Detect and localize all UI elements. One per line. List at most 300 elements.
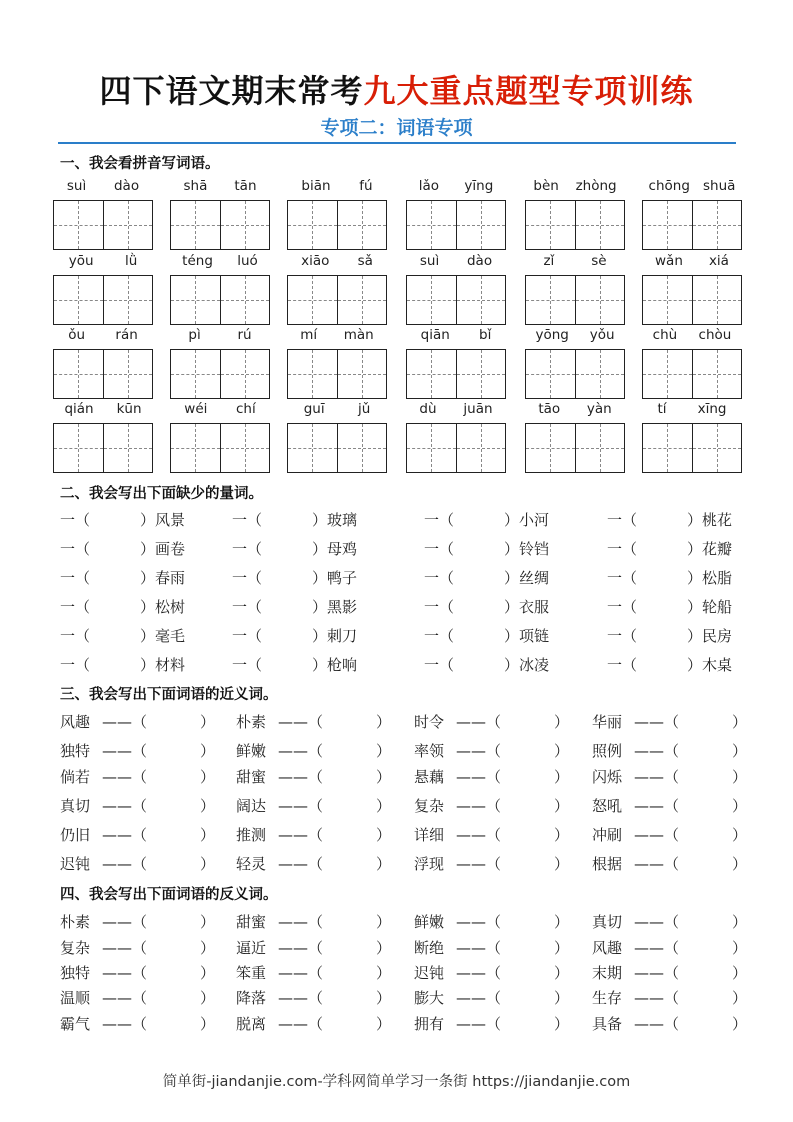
answer-blank[interactable]	[152, 1013, 198, 1031]
answer-blank[interactable]	[262, 509, 310, 527]
tianzige-square[interactable]	[220, 424, 270, 472]
tianzige-square[interactable]	[103, 276, 153, 324]
tianzige-square[interactable]	[575, 350, 625, 398]
tianzige-square[interactable]	[288, 276, 337, 324]
answer-blank[interactable]	[454, 654, 502, 672]
close-paren: ）	[732, 797, 748, 815]
antonym-item	[236, 987, 411, 1007]
measure-noun: ）轮船	[687, 598, 733, 616]
pinyin-label	[406, 178, 506, 196]
close-paren: ）	[554, 826, 570, 844]
pinyin-syllable: shuā	[703, 178, 736, 194]
pinyin-syllable: tāo	[538, 401, 561, 417]
answer-blank[interactable]	[90, 567, 138, 585]
pinyin-label	[170, 253, 270, 271]
answer-blank[interactable]	[262, 538, 310, 556]
tianzige-writing-box[interactable]	[525, 200, 625, 250]
answer-blank[interactable]	[506, 962, 552, 980]
tianzige-square[interactable]	[692, 350, 742, 398]
tianzige-square[interactable]	[54, 424, 103, 472]
synonym-item	[592, 766, 767, 786]
close-paren: ）	[200, 713, 216, 731]
pinyin-syllable: chù	[652, 327, 678, 343]
answer-blank[interactable]	[637, 509, 685, 527]
measure-noun: ）冰凌	[504, 656, 550, 674]
dash-open-paren: ——（	[278, 713, 324, 731]
tianzige-square[interactable]	[575, 424, 625, 472]
tianzige-square[interactable]	[407, 350, 456, 398]
dash-open-paren: ——（	[102, 713, 148, 731]
answer-blank[interactable]	[328, 962, 374, 980]
prompt-word: 轻灵	[236, 855, 267, 873]
pinyin-label	[287, 327, 387, 345]
tianzige-square[interactable]	[288, 424, 337, 472]
answer-blank[interactable]	[262, 567, 310, 585]
antonym-item	[592, 962, 767, 982]
dash-open-paren: ——（	[456, 713, 502, 731]
tianzige-square[interactable]	[103, 424, 153, 472]
antonym-item	[592, 1013, 767, 1033]
measure-prefix: 一（	[424, 511, 455, 529]
prompt-word: 迟钝	[414, 964, 445, 982]
tianzige-square[interactable]	[337, 276, 387, 324]
answer-blank[interactable]	[152, 766, 198, 784]
tianzige-writing-box[interactable]	[642, 349, 742, 399]
answer-blank[interactable]	[684, 937, 730, 955]
tianzige-square[interactable]	[220, 350, 270, 398]
pinyin-label	[170, 178, 270, 196]
answer-blank[interactable]	[328, 853, 374, 871]
pinyin-label	[287, 401, 387, 419]
dash-open-paren: ——（	[456, 768, 502, 786]
pinyin-syllable: dù	[419, 401, 437, 417]
tianzige-writing-box[interactable]	[287, 200, 387, 250]
close-paren: ）	[376, 913, 392, 931]
tianzige-writing-box[interactable]	[170, 275, 270, 325]
measure-noun: ）枪响	[312, 656, 358, 674]
answer-blank[interactable]	[152, 987, 198, 1005]
pinyin-label	[642, 253, 742, 271]
tianzige-square[interactable]	[171, 350, 220, 398]
tianzige-square[interactable]	[288, 350, 337, 398]
tianzige-writing-box[interactable]	[642, 200, 742, 250]
tianzige-writing-box[interactable]	[406, 423, 506, 473]
answer-blank[interactable]	[506, 987, 552, 1005]
pinyin-label	[287, 178, 387, 196]
answer-blank[interactable]	[506, 766, 552, 784]
prompt-word: 迟钝	[60, 855, 91, 873]
tianzige-square[interactable]	[171, 201, 220, 249]
prompt-word: 逼近	[236, 939, 267, 957]
synonym-item	[592, 711, 767, 731]
pinyin-syllable: dào	[466, 253, 493, 269]
close-paren: ）	[554, 768, 570, 786]
tianzige-square[interactable]	[643, 424, 692, 472]
pinyin-label	[53, 401, 153, 419]
tianzige-square[interactable]	[337, 201, 387, 249]
prompt-word: 照例	[592, 742, 623, 760]
answer-blank[interactable]	[506, 911, 552, 929]
antonym-item	[414, 1013, 589, 1033]
measure-prefix: 一（	[232, 656, 263, 674]
tianzige-square[interactable]	[407, 424, 456, 472]
answer-blank[interactable]	[152, 853, 198, 871]
tianzige-square[interactable]	[103, 201, 153, 249]
tianzige-writing-box[interactable]	[525, 275, 625, 325]
antonym-item	[60, 937, 235, 957]
synonym-item	[60, 711, 235, 731]
prompt-word: 膨大	[414, 989, 445, 1007]
antonym-item	[414, 937, 589, 957]
pinyin-syllable: zhòng	[575, 178, 617, 194]
answer-blank[interactable]	[90, 509, 138, 527]
prompt-word: 率领	[414, 742, 445, 760]
pinyin-label	[53, 327, 153, 345]
pinyin-syllable: yīng	[464, 178, 494, 194]
prompt-word: 风趣	[592, 939, 623, 957]
dash-open-paren: ——（	[102, 989, 148, 1007]
answer-blank[interactable]	[684, 987, 730, 1005]
dash-open-paren: ——（	[634, 939, 680, 957]
tianzige-square[interactable]	[288, 201, 337, 249]
tianzige-square[interactable]	[575, 276, 625, 324]
answer-blank[interactable]	[637, 596, 685, 614]
dash-open-paren: ——（	[102, 964, 148, 982]
answer-blank[interactable]	[328, 795, 374, 813]
pinyin-syllable: rán	[115, 327, 138, 343]
measure-prefix: 一（	[424, 656, 455, 674]
answer-blank[interactable]	[454, 625, 502, 643]
answer-blank[interactable]	[328, 1013, 374, 1031]
close-paren: ）	[200, 797, 216, 815]
tianzige-writing-box[interactable]	[287, 349, 387, 399]
pinyin-label	[525, 327, 625, 345]
tianzige-square[interactable]	[526, 276, 575, 324]
dash-open-paren: ——（	[102, 939, 148, 957]
prompt-word: 末期	[592, 964, 623, 982]
tianzige-writing-box[interactable]	[53, 275, 153, 325]
prompt-word: 断绝	[414, 939, 445, 957]
tianzige-square[interactable]	[54, 201, 103, 249]
answer-blank[interactable]	[684, 853, 730, 871]
section-heading-synonyms: 三、我会写出下面词语的近义词。	[60, 687, 278, 703]
measure-noun: ）项链	[504, 627, 550, 645]
prompt-word: 温顺	[60, 989, 91, 1007]
answer-blank[interactable]	[90, 654, 138, 672]
tianzige-square[interactable]	[643, 350, 692, 398]
prompt-word: 复杂	[60, 939, 91, 957]
antonym-item	[236, 962, 411, 982]
pinyin-label	[170, 327, 270, 345]
answer-blank[interactable]	[328, 824, 374, 842]
tianzige-square[interactable]	[407, 201, 456, 249]
measure-noun: ）黑影	[312, 598, 358, 616]
answer-blank[interactable]	[90, 625, 138, 643]
answer-blank[interactable]	[328, 766, 374, 784]
answer-blank[interactable]	[454, 509, 502, 527]
close-paren: ）	[732, 964, 748, 982]
antonym-item	[60, 987, 235, 1007]
close-paren: ）	[200, 1015, 216, 1033]
tianzige-square[interactable]	[54, 350, 103, 398]
measure-prefix: 一（	[60, 598, 91, 616]
prompt-word: 生存	[592, 989, 623, 1007]
measure-prefix: 一（	[607, 540, 638, 558]
answer-blank[interactable]	[506, 711, 552, 729]
antonym-item	[414, 987, 589, 1007]
tianzige-writing-box[interactable]	[170, 200, 270, 250]
answer-blank[interactable]	[262, 654, 310, 672]
synonym-item	[414, 711, 589, 731]
pinyin-syllable: suì	[66, 178, 87, 194]
answer-blank[interactable]	[152, 937, 198, 955]
tianzige-square[interactable]	[337, 424, 387, 472]
tianzige-writing-box[interactable]	[170, 349, 270, 399]
pinyin-label	[53, 253, 153, 271]
close-paren: ）	[376, 768, 392, 786]
tianzige-square[interactable]	[407, 276, 456, 324]
close-paren: ）	[376, 855, 392, 873]
answer-blank[interactable]	[328, 740, 374, 758]
tianzige-writing-box[interactable]	[642, 275, 742, 325]
measure-prefix: 一（	[232, 569, 263, 587]
title-part-red: 九大重点题型专项训练	[363, 72, 694, 110]
dash-open-paren: ——（	[278, 1015, 324, 1033]
close-paren: ）	[554, 797, 570, 815]
tianzige-writing-box[interactable]	[406, 200, 506, 250]
pinyin-syllable: shā	[183, 178, 208, 194]
tianzige-square[interactable]	[692, 424, 742, 472]
answer-blank[interactable]	[637, 654, 685, 672]
tianzige-writing-box[interactable]	[406, 349, 506, 399]
measure-noun: ）小河	[504, 511, 550, 529]
measure-prefix: 一（	[232, 598, 263, 616]
close-paren: ）	[732, 826, 748, 844]
answer-blank[interactable]	[506, 937, 552, 955]
prompt-word: 脱离	[236, 1015, 267, 1033]
antonym-item	[414, 911, 589, 931]
tianzige-writing-box[interactable]	[287, 275, 387, 325]
answer-blank[interactable]	[506, 1013, 552, 1031]
close-paren: ）	[732, 768, 748, 786]
measure-noun: ）丝绸	[504, 569, 550, 587]
answer-blank[interactable]	[506, 795, 552, 813]
tianzige-writing-box[interactable]	[287, 423, 387, 473]
answer-blank[interactable]	[152, 711, 198, 729]
synonym-item	[414, 824, 589, 844]
measure-prefix: 一（	[60, 540, 91, 558]
answer-blank[interactable]	[152, 740, 198, 758]
pinyin-syllable: wǎn	[655, 253, 683, 269]
answer-blank[interactable]	[637, 567, 685, 585]
dash-open-paren: ——（	[634, 768, 680, 786]
tianzige-square[interactable]	[526, 424, 575, 472]
answer-blank[interactable]	[454, 567, 502, 585]
dash-open-paren: ——（	[278, 913, 324, 931]
pinyin-label	[525, 178, 625, 196]
answer-blank[interactable]	[328, 937, 374, 955]
pinyin-syllable: guī	[303, 401, 325, 417]
measure-prefix: 一（	[607, 627, 638, 645]
tianzige-square[interactable]	[692, 276, 742, 324]
close-paren: ）	[200, 964, 216, 982]
pinyin-syllable: xīng	[697, 401, 727, 417]
tianzige-square[interactable]	[456, 276, 506, 324]
answer-blank[interactable]	[684, 766, 730, 784]
answer-blank[interactable]	[684, 795, 730, 813]
dash-open-paren: ——（	[278, 939, 324, 957]
tianzige-square[interactable]	[643, 276, 692, 324]
dash-open-paren: ——（	[634, 989, 680, 1007]
tianzige-square[interactable]	[171, 424, 220, 472]
prompt-word: 鲜嫩	[236, 742, 267, 760]
synonym-item	[236, 795, 411, 815]
answer-blank[interactable]	[90, 596, 138, 614]
tianzige-square[interactable]	[456, 201, 506, 249]
answer-blank[interactable]	[152, 795, 198, 813]
measure-noun: ）毫毛	[140, 627, 186, 645]
answer-blank[interactable]	[506, 824, 552, 842]
answer-blank[interactable]	[454, 538, 502, 556]
dash-open-paren: ——（	[634, 742, 680, 760]
close-paren: ）	[376, 989, 392, 1007]
pinyin-syllable: dào	[113, 178, 140, 194]
pinyin-syllable: chōng	[648, 178, 690, 194]
pinyin-label	[53, 178, 153, 196]
answer-blank[interactable]	[328, 911, 374, 929]
pinyin-syllable: yàn	[586, 401, 612, 417]
measure-prefix: 一（	[607, 569, 638, 587]
title-part-black: 四下语文期末常考	[99, 72, 364, 110]
tianzige-writing-box[interactable]	[406, 275, 506, 325]
section-heading-measure: 二、我会写出下面缺少的量词。	[60, 486, 263, 502]
tianzige-square[interactable]	[575, 201, 625, 249]
dash-open-paren: ——（	[102, 826, 148, 844]
answer-blank[interactable]	[684, 1013, 730, 1031]
pinyin-syllable: ǒu	[68, 327, 86, 343]
measure-prefix: 一（	[60, 511, 91, 529]
answer-blank[interactable]	[262, 625, 310, 643]
tianzige-square[interactable]	[526, 350, 575, 398]
pinyin-syllable: suì	[419, 253, 440, 269]
measure-noun: ）木桌	[687, 656, 733, 674]
answer-blank[interactable]	[637, 625, 685, 643]
dash-open-paren: ——（	[278, 742, 324, 760]
pinyin-syllable: rú	[237, 327, 252, 343]
answer-blank[interactable]	[684, 962, 730, 980]
close-paren: ）	[376, 964, 392, 982]
tianzige-square[interactable]	[526, 201, 575, 249]
close-paren: ）	[376, 713, 392, 731]
dash-open-paren: ——（	[456, 939, 502, 957]
dash-open-paren: ——（	[102, 797, 148, 815]
tianzige-writing-box[interactable]	[525, 349, 625, 399]
answer-blank[interactable]	[684, 711, 730, 729]
synonym-item	[236, 766, 411, 786]
dash-open-paren: ——（	[278, 964, 324, 982]
tianzige-writing-box[interactable]	[525, 423, 625, 473]
pinyin-syllable: yōu	[68, 253, 94, 269]
measure-prefix: 一（	[607, 656, 638, 674]
measure-noun: ）画卷	[140, 540, 186, 558]
close-paren: ）	[554, 742, 570, 760]
answer-blank[interactable]	[152, 911, 198, 929]
answer-blank[interactable]	[506, 740, 552, 758]
pinyin-syllable: luó	[237, 253, 258, 269]
tianzige-writing-box[interactable]	[53, 349, 153, 399]
dash-open-paren: ——（	[456, 913, 502, 931]
dash-open-paren: ——（	[102, 742, 148, 760]
measure-noun: ）风景	[140, 511, 186, 529]
dash-open-paren: ——（	[102, 768, 148, 786]
tianzige-square[interactable]	[220, 201, 270, 249]
tianzige-writing-box[interactable]	[642, 423, 742, 473]
answer-blank[interactable]	[506, 853, 552, 871]
dash-open-paren: ——（	[278, 989, 324, 1007]
answer-blank[interactable]	[684, 911, 730, 929]
tianzige-square[interactable]	[456, 350, 506, 398]
answer-blank[interactable]	[684, 824, 730, 842]
tianzige-square[interactable]	[54, 276, 103, 324]
answer-blank[interactable]	[152, 962, 198, 980]
answer-blank[interactable]	[684, 740, 730, 758]
tianzige-writing-box[interactable]	[53, 200, 153, 250]
answer-blank[interactable]	[152, 824, 198, 842]
close-paren: ）	[554, 1015, 570, 1033]
prompt-word: 冲刷	[592, 826, 623, 844]
tianzige-square[interactable]	[456, 424, 506, 472]
answer-blank[interactable]	[328, 711, 374, 729]
prompt-word: 倘若	[60, 768, 91, 786]
dash-open-paren: ——（	[456, 797, 502, 815]
pinyin-syllable: yǒu	[589, 327, 615, 343]
close-paren: ）	[732, 742, 748, 760]
prompt-word: 推测	[236, 826, 267, 844]
pinyin-label	[406, 327, 506, 345]
tianzige-writing-box[interactable]	[53, 423, 153, 473]
answer-blank[interactable]	[90, 538, 138, 556]
pinyin-syllable: qián	[64, 401, 94, 417]
tianzige-square[interactable]	[692, 201, 742, 249]
pinyin-syllable: juān	[463, 401, 493, 417]
answer-blank[interactable]	[454, 596, 502, 614]
measure-noun: ）鸭子	[312, 569, 358, 587]
measure-prefix: 一（	[232, 540, 263, 558]
close-paren: ）	[200, 768, 216, 786]
pinyin-syllable: yōng	[535, 327, 569, 343]
dash-open-paren: ——（	[634, 797, 680, 815]
pinyin-label	[406, 401, 506, 419]
close-paren: ）	[200, 939, 216, 957]
tianzige-square[interactable]	[103, 350, 153, 398]
tianzige-square[interactable]	[220, 276, 270, 324]
tianzige-square[interactable]	[171, 276, 220, 324]
tianzige-writing-box[interactable]	[170, 423, 270, 473]
synonym-item	[236, 740, 411, 760]
tianzige-square[interactable]	[643, 201, 692, 249]
close-paren: ）	[376, 939, 392, 957]
prompt-word: 独特	[60, 742, 91, 760]
answer-blank[interactable]	[328, 987, 374, 1005]
tianzige-square[interactable]	[337, 350, 387, 398]
pinyin-syllable: sǎ	[357, 253, 373, 269]
measure-prefix: 一（	[232, 627, 263, 645]
prompt-word: 闪烁	[592, 768, 623, 786]
answer-blank[interactable]	[262, 596, 310, 614]
answer-blank[interactable]	[637, 538, 685, 556]
dash-open-paren: ——（	[278, 826, 324, 844]
close-paren: ）	[732, 989, 748, 1007]
